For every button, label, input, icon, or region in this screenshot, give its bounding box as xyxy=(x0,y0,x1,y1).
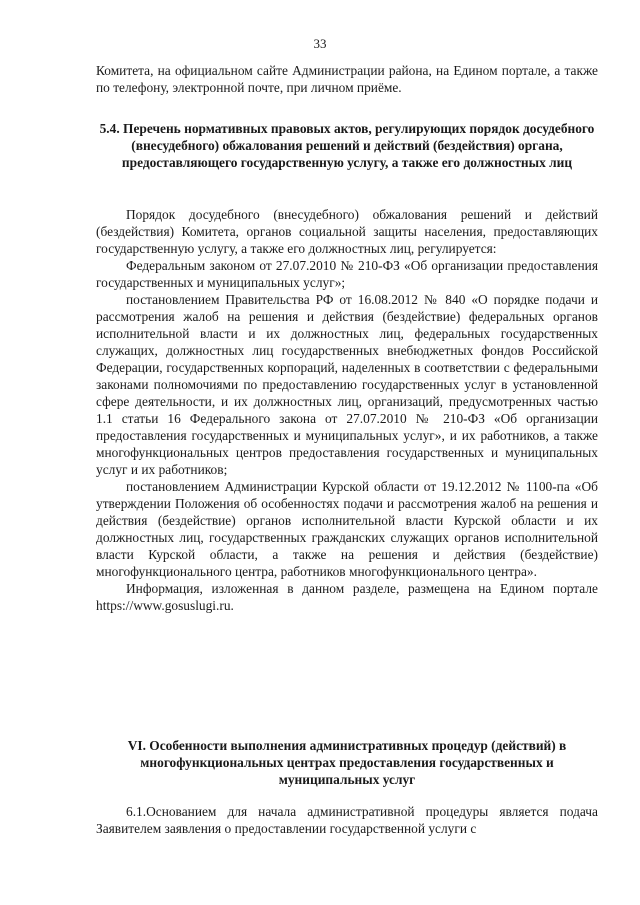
paragraph: 6.1.Основанием для начала административной процедуры является подача Заявителем заявления о предоставлении государственной услуги с xyxy=(96,804,598,836)
paragraph: Порядок досудебного (внесудебного) обжалования решений и действий (бездействия) Комитета, органов социальной защиты населения, предоставляющих государственную услугу, а также его должностных лиц, регулируется: xyxy=(96,207,598,256)
section-5-4-heading-block xyxy=(96,120,598,171)
section-6-heading: VI. Особенности выполнения административных процедур (действий) в многофункциональных центрах предоставления государственных и муниципальных услуг xyxy=(127,738,567,787)
section-6-heading-block xyxy=(96,737,598,788)
page-number: 33 xyxy=(313,36,327,51)
paragraph: Федеральным законом от 27.07.2010 № 210-ФЗ «Об организации предоставления государственных и муниципальных услуг»; xyxy=(96,258,598,290)
paragraph: постановлением Администрации Курской области от 19.12.2012 № 1100-па «Об утверждении Положения об особенностях подачи и рассмотрения жалоб на решения и действия (бездействие) органов исполнительной власти Курской области и их должностных лиц, государственных гражданских служащих органов исполнительной власти Курской области, а также на решения и действия (бездействие) многофункционального центра, работников многофункционального центра». xyxy=(96,479,598,579)
paragraph: постановлением Правительства РФ от 16.08.2012 № 840 «О порядке подачи и рассмотрения жалоб на решения и действия (бездействие) федеральных органов исполнительной власти и их должностных лиц, федеральных государственных служащих, должностных лиц государственных внебюджетных фондов Российской Федерации, государственных корпораций, наделенных в соответствии с федеральными законами полномочиями по предоставлению государственных услуг в установленной сфере деятельности, и их должностных лиц, организаций, предусмотренных частью 1.1 статьи 16 Федерального закона от 27.07.2010 № 210-ФЗ «Об организации предоставления государственных и муниципальных услуг», и их работников, а также многофункциональных центров предоставления государственных и муниципальных услуг и их работников; xyxy=(96,292,598,477)
intro-paragraph-block xyxy=(96,62,598,96)
intro-paragraph: Комитета, на официальном сайте Администрации района, на Едином портале, а также по телефону, электронной почте, при личном приёме. xyxy=(96,63,598,95)
section-5-4-body xyxy=(96,206,598,614)
section-6-body xyxy=(96,803,598,837)
paragraph: Информация, изложенная в данном разделе, размещена на Едином портале https://www.gosuslugi.ru. xyxy=(96,581,598,613)
section-5-4-heading: 5.4. Перечень нормативных правовых актов, регулирующих порядок досудебного (внесудебного) обжалования решений и действий (бездействия) органа, предоставляющего государственную услугу, а также его должностных лиц xyxy=(99,121,595,170)
